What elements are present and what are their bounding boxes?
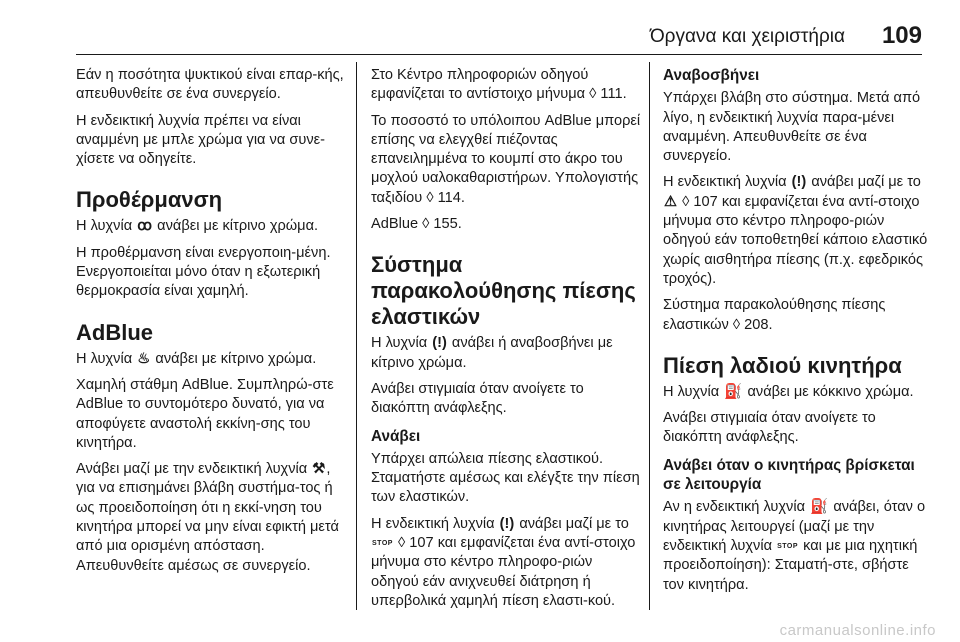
text: Ανάβει μαζί με την ενδεικτική λυχνία [76, 461, 308, 478]
paragraph [663, 498, 933, 594]
text: ανάβει, όταν ο κινητήρας λειτουργεί (μαζί με την ενδεικτική λυχνία [663, 499, 926, 554]
text: και εμφανίζεται ένα αντί-στοιχο μήνυμα στο κέντρο πληροφο-ριών οδηγού εάν τοποθετηθεί κάποιο ελαστικό χωρίς αισθητήρα πίεσης (π.χ. εφεδρικός τροχός). [663, 193, 928, 287]
paragraph [76, 350, 346, 369]
column-middle [371, 66, 641, 618]
text: Η λυχνία [371, 335, 428, 352]
text: Η λυχνία [76, 218, 133, 235]
page-reference: ◊ 111. [589, 86, 627, 103]
paragraph [663, 173, 933, 289]
paragraph: Ανάβει στιγμιαία όταν ανοίγετε το διακόπτη ανάφλεξης. [371, 380, 584, 417]
paragraph [371, 66, 641, 105]
paragraph: Χαμηλή στάθμη AdBlue. Συμπληρώ-στε AdBlue το συντομότερο δυνατό, για να αποφύγετε αναστολή εκκίνη-σης του κινητήρα. [76, 376, 334, 451]
paragraph [76, 217, 346, 236]
text: Αν η ενδεικτική λυχνία [663, 499, 806, 516]
paragraph [371, 112, 641, 208]
text: ανάβει με κίτρινο χρώμα. [157, 218, 319, 235]
text: Η λυχνία [663, 383, 720, 400]
paragraph: Υπάρχει βλάβη στο σύστημα. Μετά από λίγο, η ενδεικτική λυχνία παρα-μένει αναμμένη. Απευθυνθείτε σε ένα συνεργείο. [663, 90, 921, 165]
oil-can-icon: ⛽ [810, 499, 829, 516]
page-reference: ◊ 155. [422, 216, 462, 233]
paragraph: Η ενδεικτική λυχνία πρέπει να είναι αναμμένη με μπλε χρώμα για να συνε-χίσετε να οδηγείτε. [76, 112, 325, 168]
text: ανάβει με κίτρινο χρώμα. [155, 350, 317, 367]
tire-pressure-icon: (!) [499, 515, 515, 532]
text: Η ενδεικτική λυχνία [371, 515, 495, 532]
service-wrench-icon: ⚒ [312, 461, 326, 478]
section-title: Όργανα και χειριστήρια [649, 26, 845, 47]
stop-icon: STOP [372, 540, 393, 548]
heading-tpms: Σύστημα παρακολούθησης πίεσης ελαστικών [371, 252, 636, 330]
text: ανάβει με κόκκινο χρώμα. [747, 383, 914, 400]
warning-icon: ⚠ [664, 193, 678, 210]
column-divider [356, 62, 357, 610]
page-reference: ◊ 107 [398, 535, 434, 552]
paragraph [371, 215, 641, 234]
paragraph [76, 460, 346, 576]
page-header [0, 0, 960, 56]
text: και εμφανίζεται ένα αντί-στοιχο μήνυμα στο κέντρο πληροφο-ριών οδηγού εάν ανιχνευθεί διάτρηση ή υπερβολικά χαμηλή πίεση ελαστι-κού. [371, 535, 636, 609]
column-divider [649, 62, 650, 610]
stop-icon: STOP [777, 542, 799, 550]
subheading-running: Ανάβει όταν ο κινητήρας βρίσκεται σε λειτουργία [663, 456, 915, 494]
text: Σύστημα παρακολούθησης πίεσης ελαστικών [663, 297, 886, 333]
paragraph [371, 515, 641, 611]
text: AdBlue [371, 216, 419, 233]
paragraph: Υπάρχει απώλεια πίεσης ελαστικού. Σταματήστε αμέσως και ελέγξτε την πίεση των ελαστικών. [371, 450, 640, 506]
paragraph [371, 334, 641, 373]
paragraph [663, 296, 933, 335]
text: ανάβει μαζί με το [811, 174, 921, 191]
page-reference: ◊ 208. [732, 316, 773, 333]
paragraph: Η προθέρμανση είναι ενεργοποιη-μένη. Ενεργοποιείται μόνο όταν η εξωτερική θερμοκρασία είναι χαμηλή. [76, 244, 331, 300]
column-left [76, 66, 346, 583]
subheading-lit: Ανάβει [371, 427, 421, 445]
paragraph: Εάν η ποσότητα ψυκτικού είναι επαρ-κής, απευθυνθείτε σε ένα συνεργείο. [76, 67, 344, 103]
page-number: 109 [881, 22, 922, 49]
text: ανάβει μαζί με το [519, 515, 629, 532]
paragraph: Ανάβει στιγμιαία όταν ανοίγετε το διακόπτη ανάφλεξης. [663, 410, 876, 446]
heading-oil-pressure: Πίεση λαδιού κινητήρα [663, 352, 902, 378]
column-right [663, 66, 933, 602]
text: Η λυχνία [76, 350, 133, 367]
preheat-icon: ꝏ [137, 218, 153, 235]
text: Η ενδεικτική λυχνία [663, 174, 787, 191]
oil-can-icon: ⛽ [724, 383, 743, 400]
page-reference: ◊ 114. [426, 189, 465, 206]
page-reference: ◊ 107 [682, 193, 718, 210]
watermark: carmanualsonline.info [779, 622, 936, 639]
text: και με μια ηχητική προειδοποίηση): Σταματή-στε, σβήστε τον κινητήρα. [663, 537, 918, 593]
paragraph [663, 383, 933, 402]
tire-pressure-icon: (!) [432, 335, 447, 352]
text: ανάβει ή αναβοσβήνει με κίτρινο χρώμα. [371, 335, 613, 371]
header-rule [76, 54, 922, 55]
text: Το ποσοστό το υπόλοιπου AdBlue μπορεί επίσης να ελεγχθεί πιέζοντας επανειλημμένα το κουμπί στο άκρο του μοχλού υαλοκαθαριστήρων. Υπολογιστής ταξιδίου [371, 112, 641, 206]
heading-preheat: Προθέρμανση [76, 187, 223, 213]
subheading-flash: Αναβοσβήνει [663, 67, 760, 84]
adblue-icon: ♨ [137, 350, 151, 367]
heading-adblue: AdBlue [76, 319, 153, 345]
text: Στο Κέντρο πληροφοριών οδηγού εμφανίζεται το αντίστοιχο μήνυμα [371, 67, 589, 103]
tire-pressure-icon: (!) [791, 174, 807, 191]
text: , για να επισημάνει βλάβη συστήμα-τος ή ως προειδοποίηση ότι η εκκί-νηση του κινητήρα μπορεί να μην είναι εφικτή μετά από μια ορισμένη απόσταση. Απευθυνθείτε αμέσως σε συνεργείο. [76, 461, 339, 574]
